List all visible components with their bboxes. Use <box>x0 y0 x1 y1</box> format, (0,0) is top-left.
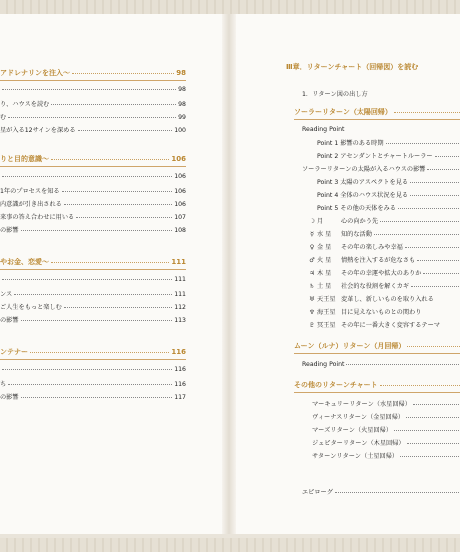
toc-entry: ンス 111 <box>0 291 186 298</box>
toc-entry: ソーラーリターンの太陽が入るハウスの影響 <box>302 164 460 173</box>
decorative-border-top <box>0 0 460 14</box>
planet-entry: ☿ 水 星 知的な活動 <box>307 229 460 238</box>
toc-entry: 98 <box>0 86 186 93</box>
reading-point-label: Reading Point <box>302 126 345 133</box>
page-number: 106 <box>171 155 186 163</box>
toc-entry: Point 4 全体のハウス状況を見る <box>317 190 460 199</box>
decorative-border-bottom <box>0 538 460 552</box>
planet-entry: ♄ 土 星 社会的な役割を解くカギ <box>307 281 460 290</box>
page-number: 116 <box>171 348 186 356</box>
toc-entry: マーズリターン（火星回帰） <box>312 425 460 434</box>
toc-entry: Point 2 アセンダントとチャートルーラー <box>317 151 460 160</box>
toc-entry: 星が入る12サインを深める 100 <box>0 127 186 134</box>
toc-entry: の影響 108 <box>0 227 186 234</box>
toc-entry: Point 5 その他の天体をみる <box>317 203 460 212</box>
toc-entry: ジュピターリターン（木星回帰） <box>312 438 460 447</box>
toc-entry: 106 <box>0 173 186 180</box>
toc-section-heading: ムーン（ルナ）リターン（月回帰） <box>294 341 460 351</box>
toc-entry: り、ハウスを読む 98 <box>0 101 186 108</box>
toc-entry: 111 <box>0 276 186 283</box>
right-page <box>236 14 460 534</box>
pluto-symbol-icon: ♇ <box>309 322 315 329</box>
left-page <box>0 14 222 534</box>
toc-section-heading <box>0 347 186 357</box>
chapter-heading: Ⅲ章．リターンチャート（回帰図）を読む <box>286 63 419 71</box>
heading-underline <box>0 80 186 81</box>
toc-section-heading: その他のリターンチャート <box>294 380 460 390</box>
heading-underline <box>0 269 186 270</box>
jupiter-symbol-icon: ♃ <box>309 270 315 277</box>
section-title: りと目的意識～ <box>0 155 49 163</box>
mercury-symbol-icon: ☿ <box>310 231 314 238</box>
toc-entry: の影響 113 <box>0 317 186 324</box>
heading-underline <box>294 119 460 120</box>
mars-symbol-icon: ♂ <box>309 257 315 264</box>
toc-entry: ち 116 <box>0 381 186 388</box>
toc-entry: ヴィーナスリターン（金星回帰） <box>312 412 460 421</box>
neptune-symbol-icon: ♆ <box>309 309 315 316</box>
planet-entry: ♅ 天王星 変革し、新しいものを取り入れる <box>307 294 460 303</box>
planet-entry: ♇ 冥王星 その年に一番大きく変容するテーマ <box>307 320 460 329</box>
toc-entry: 1年のプロセスを知る 106 <box>0 188 186 195</box>
uranus-symbol-icon: ♅ <box>309 296 315 303</box>
page-number: 111 <box>171 258 186 266</box>
leader-dots <box>72 73 174 74</box>
planet-entry: ☽ 月 心の向かう先 <box>307 216 460 225</box>
moon-symbol-icon: ☽ <box>309 218 315 225</box>
toc-entry: サターンリターン（土星回帰） <box>312 451 460 460</box>
heading-underline <box>0 166 186 167</box>
toc-section-heading: ソーラーリターン（太陽回帰） <box>294 107 460 117</box>
toc-entry: マーキュリーリターン（水星回帰） <box>312 399 460 408</box>
page-number: 98 <box>176 69 186 77</box>
toc-section-heading <box>0 154 186 164</box>
section-title: ンテナー <box>0 348 28 356</box>
toc-entry: 来事の答え合わせに用いる 107 <box>0 214 186 221</box>
planet-entry: ♂ 火 星 情熱を注入するが危なさも <box>307 255 460 264</box>
section-title: やお金、恋愛～ <box>0 258 49 266</box>
heading-underline <box>294 392 460 393</box>
venus-symbol-icon: ♀ <box>309 244 315 251</box>
saturn-symbol-icon: ♄ <box>309 283 315 290</box>
heading-underline <box>0 359 186 360</box>
heading-underline <box>294 353 460 354</box>
toc-entry: 1．リターン図の出し方 <box>302 91 368 98</box>
toc-entry-epilogue: エピローグ <box>302 487 460 496</box>
planet-entry: ♀ 金 星 その年の楽しみや幸福 <box>307 242 460 251</box>
toc-entry: Point 1 影響のある時期 <box>317 138 460 147</box>
planet-entry: ♆ 海王星 目に見えないものとの関わり <box>307 307 460 316</box>
toc-entry: む 99 <box>0 114 186 121</box>
book-gutter <box>222 14 236 534</box>
reading-point-label: Reading Point <box>302 361 460 368</box>
toc-entry: 内意識が引き出される 106 <box>0 201 186 208</box>
toc-entry: の影響 117 <box>0 394 186 401</box>
toc-entry: 116 <box>0 366 186 373</box>
toc-entry: Point 3 太陽のアスペクトを見る <box>317 177 460 186</box>
section-title: アドレナリンを注入～ <box>0 69 70 77</box>
planet-entry: ♃ 木 星 その年の幸運や拡大のありか <box>307 268 460 277</box>
toc-section-heading <box>0 257 186 267</box>
toc-entry: ご人生をもっと楽しむ 112 <box>0 304 186 311</box>
toc-section-heading <box>0 68 186 78</box>
